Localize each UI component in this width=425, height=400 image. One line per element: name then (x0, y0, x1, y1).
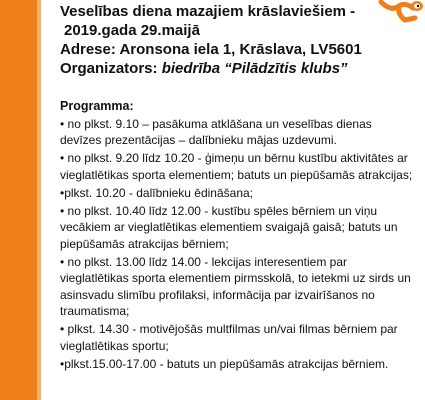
program-item-text: - lekcijas interesentiem par vieglatlētikas sporta elementiem pirmsskolā, to ietekmi uz sirds un asinsvadu slimību profilaksi, informācija par izvairīšanos no traumatisma; (60, 254, 411, 318)
program-item-time: • plkst. 14.30 (60, 322, 129, 336)
program-item-time: •plkst. 10.20 (60, 185, 126, 200)
program-item (60, 321, 415, 354)
program-item-time: • no plkst. 9.10 (60, 116, 139, 131)
light-stripe-edge (37, 0, 41, 400)
program-title: Programma: (60, 99, 134, 113)
program-item-text: - kustību spēles bērniem un viņu vecākiem ar vieglatlētikas elementiem svaigajā gaisā; batuts un piepūšamās atrakcijas bērniem; (60, 203, 398, 251)
program-item-time: • no plkst. 9.20 līdz 10.20 (60, 151, 195, 165)
program-item-time: • no plkst. 10.40 līdz 12.00 (60, 203, 201, 218)
program-item (60, 116, 415, 149)
event-address: Adrese: Aronsona iela 1, Krāslava, LV5601 (60, 41, 362, 58)
program-item-time: • no plkst. 13.00 līdz 14.00 (60, 254, 201, 269)
event-date: 2019.gada 29.maijā (64, 22, 200, 39)
event-title-line1: Veselības diena mazajiem krāslaviešiem - (60, 3, 356, 20)
program-item (60, 356, 415, 373)
program-section (60, 98, 415, 372)
program-item (60, 203, 415, 253)
program-item-text: - dalībnieku ēdināšana; (125, 185, 254, 200)
program-item-text: - batuts un piepūšamās atrakcijas bērniem. (156, 356, 389, 371)
program-item (60, 254, 415, 320)
program-item-text: - motivējošās multfilmas un/vai filmas bērniem par vieglatlētikas sportu; (60, 322, 398, 353)
header (60, 0, 410, 78)
organizers-label: Organizators: (60, 60, 162, 77)
program-item-time: •plkst.15.00-17.00 (60, 356, 157, 371)
program-item (60, 185, 415, 202)
program-item-text: - ģimeņu un bērnu kustību aktivitātes ar vieglatlētikas sporta elementiem; batuts un piepūšamās atrakcijas; (60, 151, 413, 182)
organizers-line (60, 59, 410, 78)
program-item-text: – pasākuma atklāšana un veselības dienas devīzes prezentācijas – dalībnieku mājas uzdevumi. (60, 116, 372, 147)
program-item (60, 150, 415, 183)
organizers-value: biedrība “Pilādzītis klubs” (161, 60, 348, 77)
orange-side-stripe (0, 0, 37, 400)
